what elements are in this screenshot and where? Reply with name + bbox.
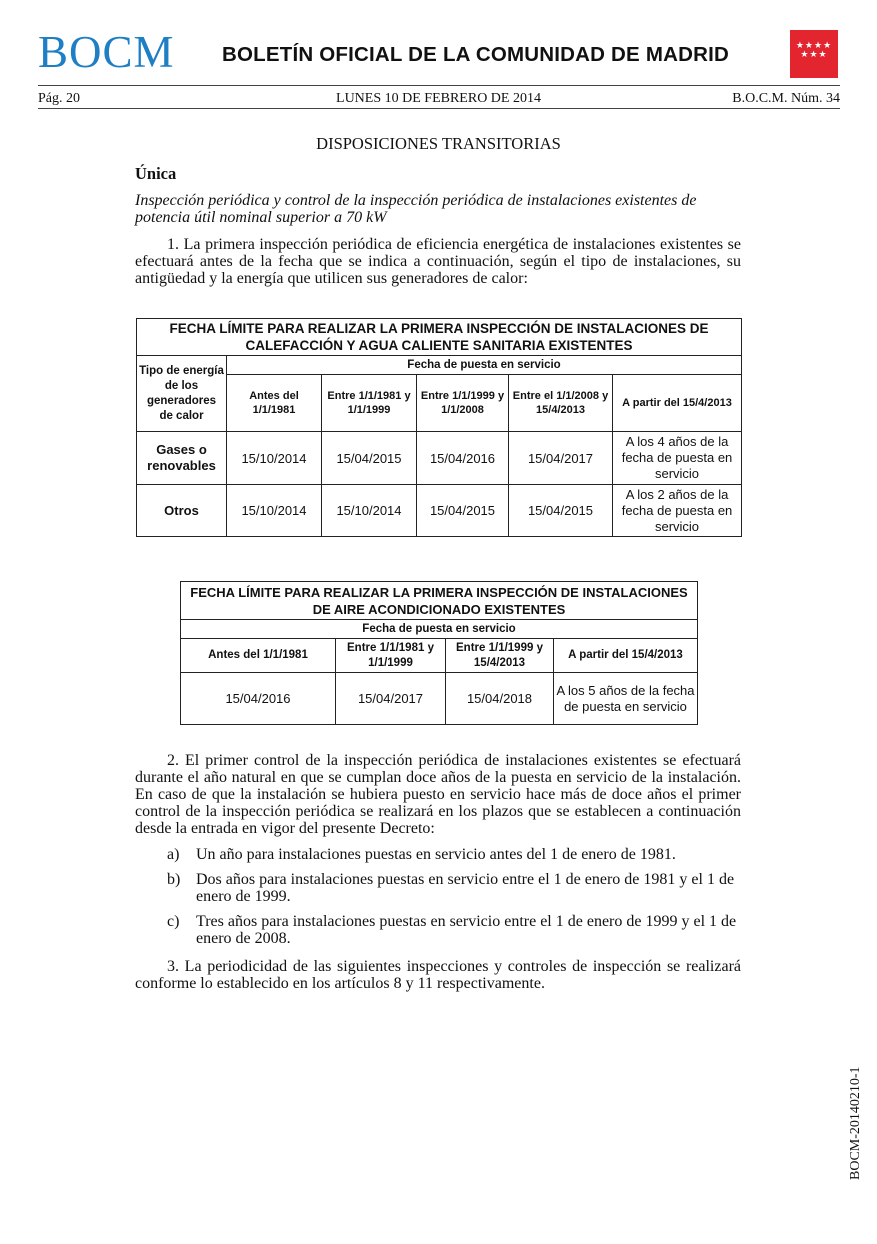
- paragraph-1: [135, 236, 741, 287]
- table-row: [137, 485, 742, 537]
- header-rule: [38, 108, 840, 109]
- list-marker: a): [167, 846, 180, 863]
- row-label-cell: Gases o renovables: [137, 432, 227, 485]
- section-title: DISPOSICIONES TRANSITORIAS: [316, 134, 561, 153]
- header-rule: [38, 85, 840, 86]
- table-cell: 15/04/2015: [417, 485, 509, 537]
- row-label-cell: Otros: [137, 485, 227, 537]
- table-cell: A los 4 años de la fecha de puesta en servicio: [613, 432, 742, 485]
- table-title: FECHA LÍMITE PARA REALIZAR LA PRIMERA INSPECCIÓN DE INSTALACIONES DE AIRE ACONDICIONADO EXISTENTES: [181, 582, 698, 620]
- table-cell: 15/04/2018: [446, 673, 554, 725]
- issue-number: B.O.C.M. Núm. 34: [732, 91, 840, 106]
- table-cell: 15/04/2016: [417, 432, 509, 485]
- list-item-text: Tres años para instalaciones puestas en servicio entre el 1 de enero de 1999 y el 1 de enero de 2008.: [196, 913, 737, 947]
- provision-subtitle: Inspección periódica y control de la inspección periódica de instalaciones existentes de potencia útil nominal superior a 70 kW: [135, 192, 697, 226]
- table-cell: 15/10/2014: [227, 485, 322, 537]
- table-row: [181, 673, 698, 725]
- bocm-logo: BOCM: [38, 27, 175, 77]
- air-conditioning-inspection-table: [180, 581, 698, 725]
- group-header-cell: Fecha de puesta en servicio: [181, 620, 698, 639]
- paragraph-2: [135, 752, 741, 837]
- table-cell: 15/04/2016: [181, 673, 336, 725]
- paragraph-text: 3. La periodicidad de las siguientes inspecciones y controles de inspección se realizará conforme lo establecido en los artículos 8 y 11 respectivamente.: [135, 958, 741, 992]
- table-cell: 15/04/2017: [509, 432, 613, 485]
- column-header-cell: Entre 1/1/1981 y 1/1/1999: [322, 375, 417, 432]
- table-row: [137, 432, 742, 485]
- paragraph-text: 2. El primer control de la inspección periódica de instalaciones existentes se efectuará durante el año natural en que se cumplan doce años de la puesta en servicio de la instalación. En caso de que la instalación se hubiera puesto en servicio hace más de doce años el primer control de la inspección periódica se realizará en los plazos que se establecen a continuación desde la entrada en vigor del presente Decreto:: [135, 752, 741, 837]
- table-cell: 15/04/2017: [336, 673, 446, 725]
- gazette-title: BOLETÍN OFICIAL DE LA COMUNIDAD DE MADRID: [222, 43, 730, 66]
- table-cell: 15/04/2015: [322, 432, 417, 485]
- column-header-cell: Entre 1/1/1999 y 1/1/2008: [417, 375, 509, 432]
- table-cell: 15/04/2015: [509, 485, 613, 537]
- paragraph-3: [135, 958, 741, 992]
- issue-date: LUNES 10 DE FEBRERO DE 2014: [336, 91, 541, 106]
- row-header-cell: Tipo de energía de los generadores de calor: [137, 356, 227, 432]
- table-cell: A los 2 años de la fecha de puesta en servicio: [613, 485, 742, 537]
- list-item-text: Un año para instalaciones puestas en servicio antes del 1 de enero de 1981.: [196, 846, 676, 863]
- table-cell: A los 5 años de la fecha de puesta en servicio: [554, 673, 698, 725]
- column-header-cell: Entre el 1/1/2008 y 15/4/2013: [509, 375, 613, 432]
- paragraph-text: 1. La primera inspección periódica de eficiencia energética de instalaciones existentes se efectuará antes de la fecha que se indica a continuación, según el tipo de instalaciones, su antigüedad y la energía que utilicen sus generadores de calor:: [135, 236, 741, 287]
- column-header-cell: A partir del 15/4/2013: [554, 639, 698, 673]
- heating-inspection-table: [136, 318, 742, 537]
- table-cell: 15/10/2014: [227, 432, 322, 485]
- document-code: BOCM-20140210-1: [848, 1066, 863, 1180]
- table-cell: 15/10/2014: [322, 485, 417, 537]
- column-header-cell: Antes del 1/1/1981: [181, 639, 336, 673]
- list-marker: b): [167, 871, 181, 888]
- column-header-cell: A partir del 15/4/2013: [613, 375, 742, 432]
- list-item-text: Dos años para instalaciones puestas en servicio entre el 1 de enero de 1981 y el 1 de enero de 1999.: [196, 871, 735, 905]
- table-title: FECHA LÍMITE PARA REALIZAR LA PRIMERA INSPECCIÓN DE INSTALACIONES DE CALEFACCIÓN Y AGUA CALIENTE SANITARIA EXISTENTES: [137, 319, 742, 356]
- column-header-cell: Entre 1/1/1981 y 1/1/1999: [336, 639, 446, 673]
- section-subheading: Única: [135, 164, 177, 183]
- column-header-cell: Antes del 1/1/1981: [227, 375, 322, 432]
- column-header-cell: Entre 1/1/1999 y 15/4/2013: [446, 639, 554, 673]
- madrid-stars-emblem-icon: ★★★★ ★★★: [790, 30, 838, 78]
- page-number: Pág. 20: [38, 91, 80, 106]
- list-marker: c): [167, 913, 180, 930]
- group-header-cell: Fecha de puesta en servicio: [227, 356, 742, 375]
